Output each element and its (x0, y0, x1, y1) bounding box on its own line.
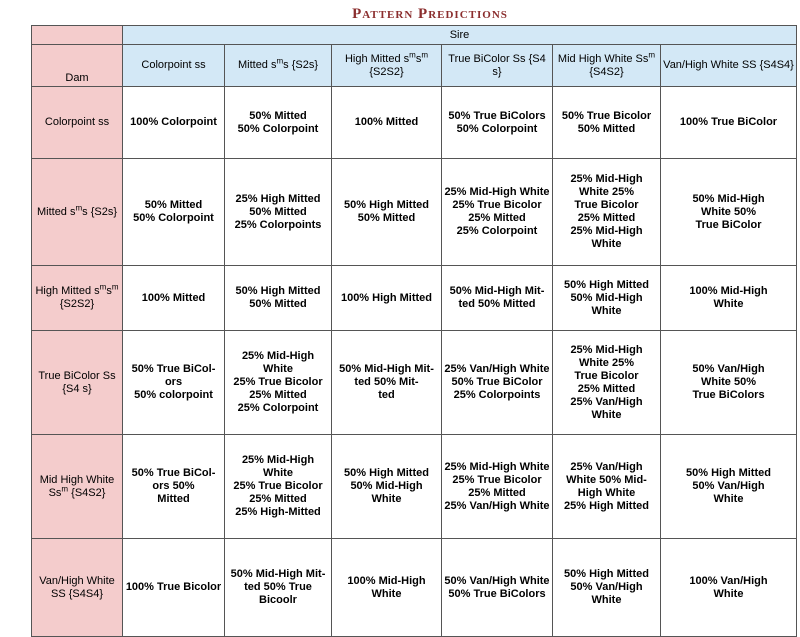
prediction-cell: 50% High Mitted 50% Mid-High White (332, 435, 442, 539)
label-part: s (106, 285, 112, 297)
dam-row-header (32, 266, 123, 331)
prediction-cell: 25% Van/High White 50% Mid- High White 25% High Mitted (553, 435, 661, 539)
label-part: True BiColor Ss {S4 s} (448, 52, 546, 78)
prediction-cell: 100% True BiColor (661, 87, 797, 159)
label-part: s {S2s} (283, 59, 319, 71)
table-row (32, 266, 797, 331)
superscript: m (75, 202, 83, 212)
dam-row-header (32, 87, 123, 159)
prediction-cell: 25% Mid-High White 25% True Bicolor 25% Mitted 25% Mid-High White (553, 159, 661, 266)
sire-column-header (123, 45, 225, 87)
prediction-cell: 50% Mid-High White 50% True BiColor (661, 159, 797, 266)
prediction-cell: 50% High Mitted 50% Mitted (225, 266, 332, 331)
prediction-cell: 25% Mid-High White 25% True Bicolor 25% Mitted 25% Van/High White (553, 331, 661, 435)
prediction-cell: 50% True BiCol- ors 50% colorpoint (123, 331, 225, 435)
sire-column-header (661, 45, 797, 87)
prediction-cell: 50% True BiCol- ors 50% Mitted (123, 435, 225, 539)
superscript: m (421, 49, 429, 59)
label-part: s {S2s} (82, 205, 118, 218)
label-part: Mid High White Ss (39, 473, 115, 499)
pattern-predictions-table (31, 25, 797, 637)
prediction-cell: 100% Mitted (123, 266, 225, 331)
sire-header: Sire (123, 26, 797, 45)
prediction-cell: 50% Mid-High Mit- ted 50% Mitted (442, 266, 553, 331)
prediction-cell: 50% Van/High White 50% True BiColors (442, 539, 553, 637)
table-row (32, 159, 797, 266)
prediction-cell: 100% Mid-High White (332, 539, 442, 637)
prediction-cell: 50% High Mitted 50% Van/High White (553, 539, 661, 637)
dam-row-header (32, 159, 123, 266)
prediction-cell: 100% True Bicolor (123, 539, 225, 637)
prediction-cell: 50% Mitted 50% Colorpoint (123, 159, 225, 266)
label-part: High Mitted s (35, 285, 100, 297)
prediction-cell: 100% Colorpoint (123, 87, 225, 159)
table-row (32, 435, 797, 539)
prediction-cell: 100% Mid-High White (661, 266, 797, 331)
superscript: m (61, 483, 69, 493)
prediction-cell: 50% High Mitted 50% Mitted (332, 159, 442, 266)
label-part: Mitted s (237, 59, 277, 71)
prediction-cell: 50% Mid-High Mit- ted 50% True Bicoolr (225, 539, 332, 637)
label-part: {S4S2} (589, 65, 624, 78)
prediction-cell: 25% Van/High White 50% True BiColor 25% Colorpoints (442, 331, 553, 435)
prediction-cell: 100% High Mitted (332, 266, 442, 331)
label-part: Van/High White SS {S4S4} (663, 59, 794, 71)
prediction-cell: 50% Mid-High Mit- ted 50% Mit- ted (332, 331, 442, 435)
prediction-cell: 25% Mid-High White 25% True Bicolor 25% Mitted 25% Colorpoint (225, 331, 332, 435)
prediction-cell: 100% Mitted (332, 87, 442, 159)
prediction-cell: 50% Van/High White 50% True BiColors (661, 331, 797, 435)
sire-column-header (332, 45, 442, 87)
prediction-cell: 50% True BiColors 50% Colorpoint (442, 87, 553, 159)
label-part: Mid High White Ss (557, 52, 649, 65)
label-part: High Mitted s (344, 52, 410, 65)
sire-column-header (442, 45, 553, 87)
page-title: Pattern Predictions (352, 6, 508, 22)
dam-row-header (32, 435, 123, 539)
label-part: {S4S2} (68, 486, 106, 499)
label-part: {S2S2} (369, 65, 404, 78)
dam-row-header (32, 331, 123, 435)
prediction-cell: 25% Mid-High White 25% True Bicolor 25% Mitted 25% High-Mitted (225, 435, 332, 539)
dam-header: Dam (32, 45, 123, 87)
prediction-cell: 50% True Bicolor 50% Mitted (553, 87, 661, 159)
table-row (32, 331, 797, 435)
table-row (32, 87, 797, 159)
label-part: {S2S2} (59, 298, 95, 310)
label-part: Colorpoint ss (44, 116, 110, 128)
prediction-cell: 50% High Mitted 50% Mid-High White (553, 266, 661, 331)
table-row (32, 539, 797, 637)
prediction-cell: 50% High Mitted 50% Van/High White (661, 435, 797, 539)
superscript: m (99, 282, 107, 292)
label-part: True BiColor Ss {S4 s} (38, 369, 116, 395)
prediction-cell: 25% High Mitted 50% Mitted 25% Colorpoints (225, 159, 332, 266)
prediction-cell: 25% Mid-High White 25% True Bicolor 25% Mitted 25% Van/High White (442, 435, 553, 539)
superscript: m (648, 49, 656, 59)
corner-cell (32, 26, 123, 45)
label-part: s (415, 52, 422, 65)
superscript: m (276, 56, 284, 66)
prediction-cell: 100% Van/High White (661, 539, 797, 637)
superscript: m (409, 49, 416, 59)
prediction-cell: 25% Mid-High White 25% True Bicolor 25% Mitted 25% Colorpoint (442, 159, 553, 266)
prediction-cell: 50% Mitted 50% Colorpoint (225, 87, 332, 159)
sire-column-header (225, 45, 332, 87)
label-part: Colorpoint ss (141, 59, 206, 71)
label-part: Van/High White SS {S4S4} (39, 574, 115, 600)
label-part: Mitted s (36, 205, 76, 218)
sire-column-header (553, 45, 661, 87)
dam-row-header (32, 539, 123, 637)
superscript: m (111, 282, 119, 292)
